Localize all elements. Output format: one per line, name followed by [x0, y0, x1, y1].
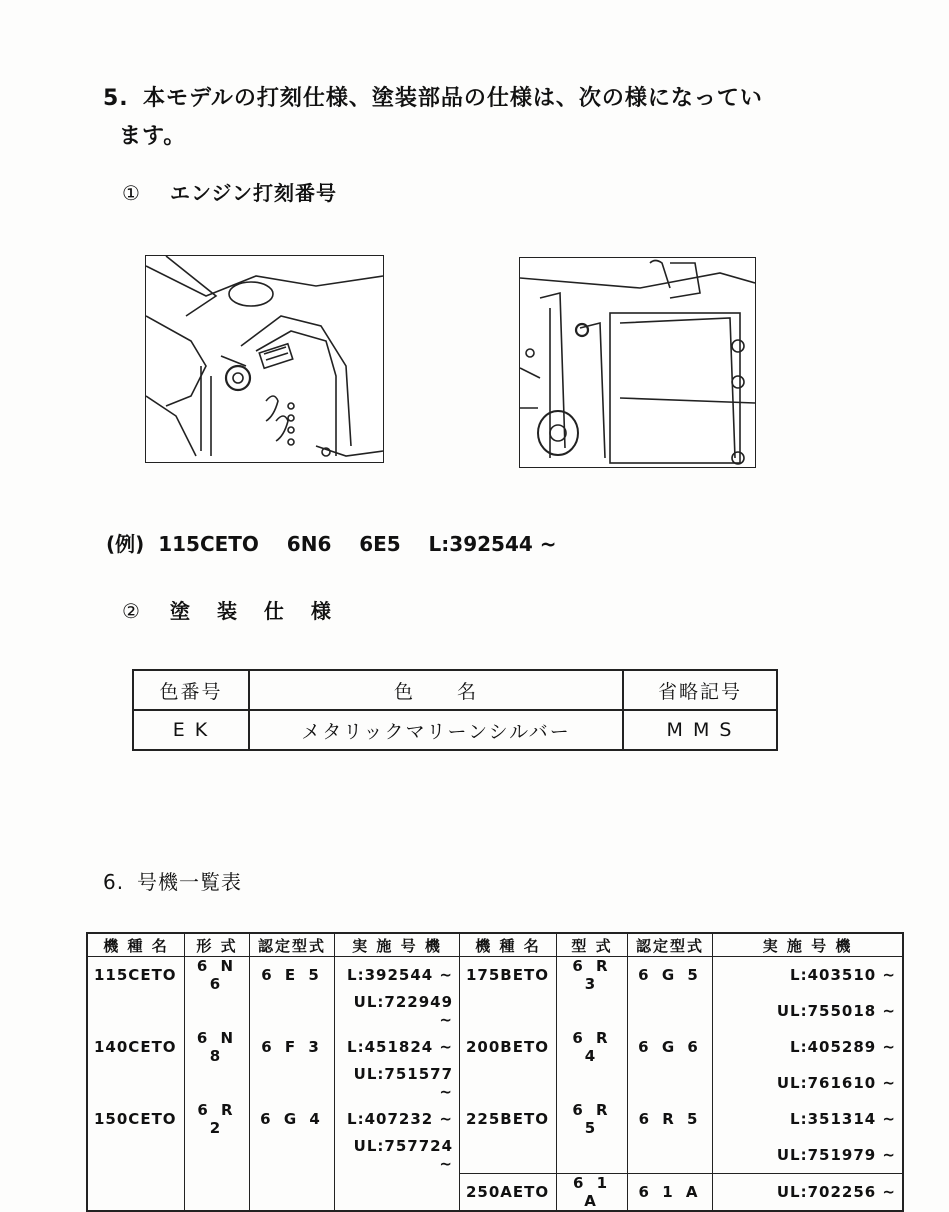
model-type [185, 1173, 250, 1211]
paint-abbreviation: M M S [623, 710, 777, 750]
model-type [185, 993, 250, 1029]
cert-type: 6 G 6 [628, 1029, 713, 1065]
cert-type [628, 1065, 713, 1101]
serial-range: UL:751979 ~ [713, 1137, 904, 1173]
serial-range: UL:722949 ~ [335, 993, 460, 1029]
paint-spec-table [132, 669, 778, 751]
serial-range: L:405289 ~ [713, 1029, 904, 1065]
model-type [557, 1065, 628, 1101]
serial-range [335, 1173, 460, 1211]
model-name: 250AETO [460, 1173, 557, 1211]
engine-stamp-figure-left [145, 255, 384, 463]
model-name [460, 1137, 557, 1173]
serial-range: UL:761610 ~ [713, 1065, 904, 1101]
model-name [87, 1173, 185, 1211]
table-row [87, 1137, 903, 1173]
engine-stamp-heading [122, 177, 337, 206]
model-type: 6 N 6 [185, 957, 250, 994]
section6-title: 号機一覧表 [137, 870, 242, 894]
section6-heading [103, 866, 242, 895]
model-name [87, 993, 185, 1029]
header-cert-type-left: 認定型式 [250, 933, 335, 957]
serial-range: L:392544 ~ [335, 957, 460, 994]
serial-range: UL:751577 ~ [335, 1065, 460, 1101]
table-row [87, 1065, 903, 1101]
header-type-right: 型 式 [557, 933, 628, 957]
model-list-table [86, 932, 904, 1212]
cert-type: 6 E 5 [250, 957, 335, 994]
paint-color-number: E K [133, 710, 249, 750]
model-type [185, 1137, 250, 1173]
model-type: 6 N 8 [185, 1029, 250, 1065]
cert-type: 6 G 5 [628, 957, 713, 994]
table-row [87, 1029, 903, 1065]
header-serial-right: 実 施 号 機 [713, 933, 904, 957]
cert-type [628, 993, 713, 1029]
serial-range: UL:702256 ~ [713, 1173, 904, 1211]
section5-text [103, 80, 763, 156]
serial-range: L:403510 ~ [713, 957, 904, 994]
header-model-name-right: 機 種 名 [460, 933, 557, 957]
cert-type [250, 1065, 335, 1101]
model-name: 175BETO [460, 957, 557, 994]
model-type: 6 R 2 [185, 1101, 250, 1137]
paint-color-name: メタリックマリーンシルバー [249, 710, 623, 750]
paint-spec-header-row [133, 670, 777, 710]
section6-number: 6. [103, 870, 125, 894]
serial-range: UL:757724 ~ [335, 1137, 460, 1173]
cert-type [250, 1137, 335, 1173]
cert-type: 6 G 4 [250, 1101, 335, 1137]
paint-spec-marker: ② [122, 599, 141, 623]
table-row [87, 957, 903, 994]
model-name [460, 993, 557, 1029]
cert-type [250, 1173, 335, 1211]
engine-stamp-marker: ① [122, 181, 141, 205]
model-type: 6 R 4 [557, 1029, 628, 1065]
paint-header-abbreviation: 省略記号 [623, 670, 777, 710]
paint-header-color-number: 色番号 [133, 670, 249, 710]
cert-type: 6 1 A [628, 1173, 713, 1211]
cert-type: 6 R 5 [628, 1101, 713, 1137]
serial-range: L:451824 ~ [335, 1029, 460, 1065]
paint-spec-title: 塗 装 仕 様 [170, 599, 341, 623]
section5-line1: 本モデルの打刻仕様、塗装部品の仕様は、次の様になってい [143, 86, 763, 111]
header-type-left: 形 式 [185, 933, 250, 957]
paint-spec-row [133, 710, 777, 750]
model-type [185, 1065, 250, 1101]
serial-range: UL:755018 ~ [713, 993, 904, 1029]
paint-spec-heading [122, 595, 341, 624]
table-row [87, 1101, 903, 1137]
model-name [87, 1137, 185, 1173]
paint-header-color-name: 色 名 [249, 670, 623, 710]
model-name: 115CETO [87, 957, 185, 994]
header-serial-left: 実 施 号 機 [335, 933, 460, 957]
model-type: 6 R 3 [557, 957, 628, 994]
cert-type: 6 F 3 [250, 1029, 335, 1065]
model-type: 6 R 5 [557, 1101, 628, 1137]
model-type [557, 1137, 628, 1173]
model-type [557, 993, 628, 1029]
model-name [460, 1065, 557, 1101]
model-name [87, 1065, 185, 1101]
model-type: 6 1 A [557, 1173, 628, 1211]
model-name: 200BETO [460, 1029, 557, 1065]
header-cert-type-right: 認定型式 [628, 933, 713, 957]
model-name: 150CETO [87, 1101, 185, 1137]
model-name: 225BETO [460, 1101, 557, 1137]
cert-type [628, 1137, 713, 1173]
serial-range: L:351314 ~ [713, 1101, 904, 1137]
model-name: 140CETO [87, 1029, 185, 1065]
engine-stamp-figure-right [519, 257, 756, 468]
model-table-header-row [87, 933, 903, 957]
example-line: (例) 115CETO 6N6 6E5 L:392544 ~ [106, 532, 557, 556]
table-row [87, 1173, 903, 1211]
serial-range: L:407232 ~ [335, 1101, 460, 1137]
section5-number: 5. [103, 86, 129, 111]
cert-type [250, 993, 335, 1029]
section5-line2: ます。 [119, 124, 187, 149]
engine-stamp-title: エンジン打刻番号 [170, 181, 337, 205]
table-row [87, 993, 903, 1029]
header-model-name-left: 機 種 名 [87, 933, 185, 957]
